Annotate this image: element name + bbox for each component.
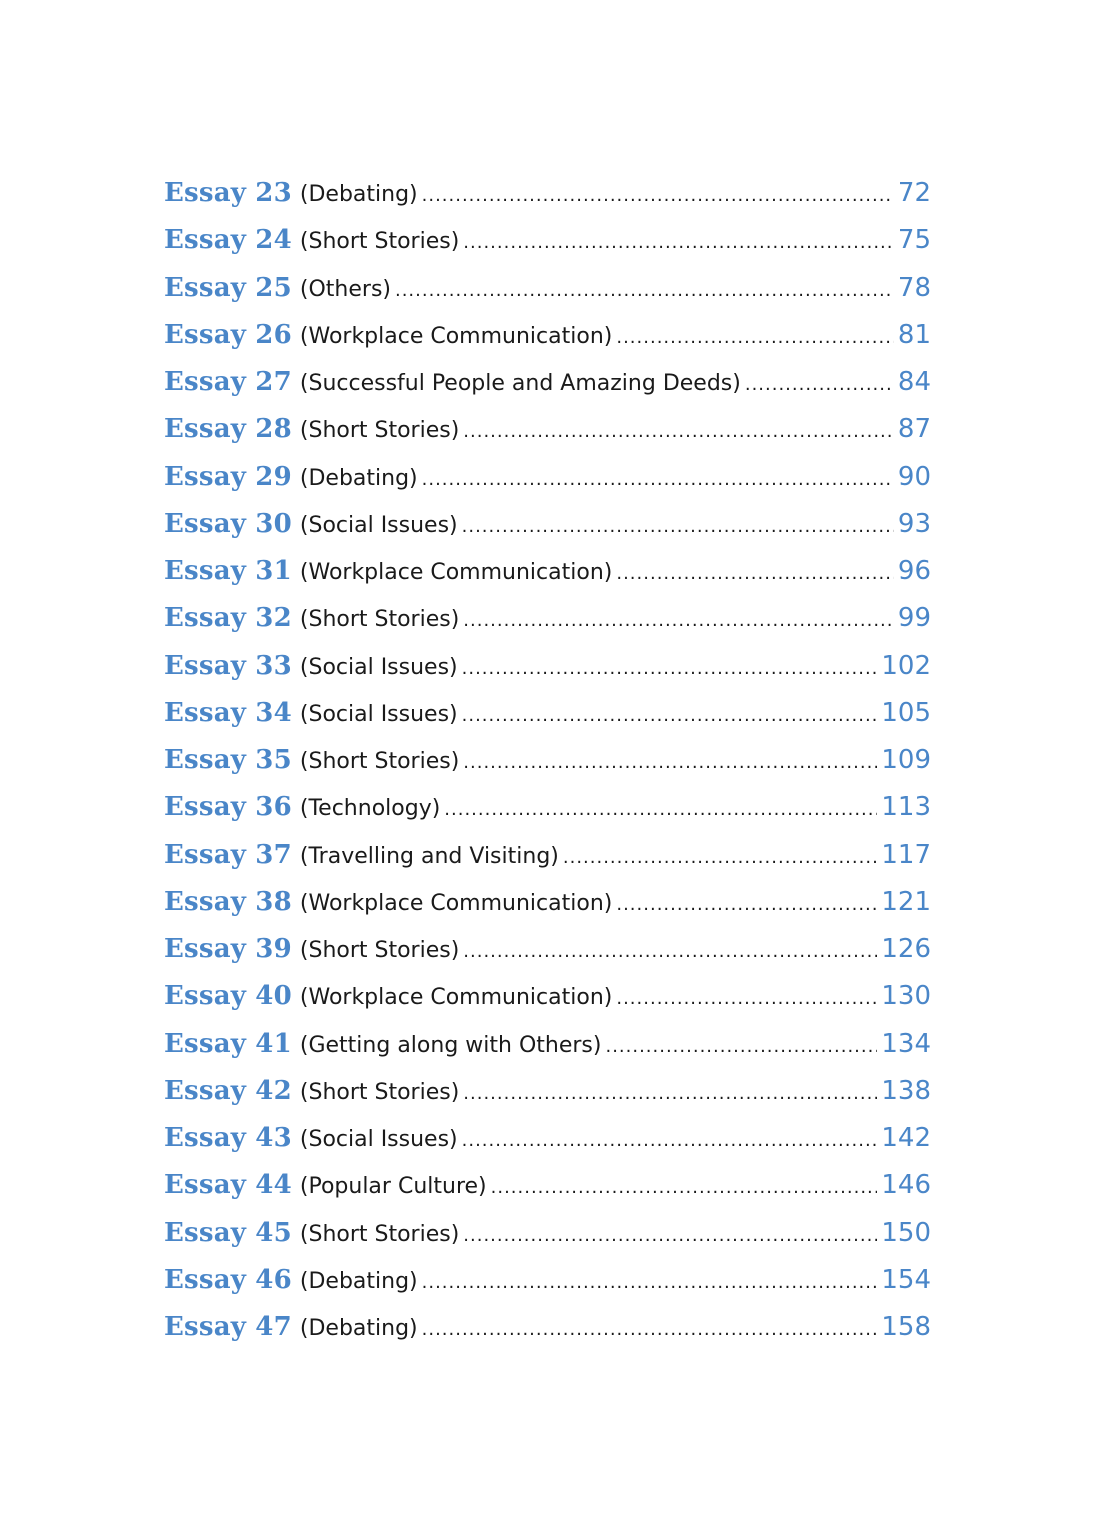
- essay-topic: (Social Issues): [299, 512, 458, 538]
- essay-topic: (Others): [299, 276, 391, 302]
- essay-topic: (Popular Culture): [299, 1174, 487, 1200]
- essay-topic: (Short Stories): [299, 607, 460, 633]
- toc-entry[interactable]: [164, 1210, 931, 1257]
- dot-leader: [616, 550, 894, 597]
- dot-leader: [422, 172, 894, 219]
- dot-leader: [616, 314, 894, 361]
- toc-entry-list: [164, 170, 931, 1351]
- toc-entry[interactable]: [164, 501, 931, 548]
- toc-entry[interactable]: [164, 926, 931, 973]
- essay-label: Essay 34: [164, 697, 292, 728]
- toc-entry[interactable]: [164, 737, 931, 784]
- toc-entry[interactable]: [164, 1162, 931, 1209]
- essay-topic: (Debating): [299, 465, 418, 491]
- toc-entry[interactable]: [164, 406, 931, 453]
- dot-leader: [463, 597, 894, 644]
- dot-leader: [463, 219, 894, 266]
- dot-leader: [616, 881, 877, 928]
- essay-topic: (Workplace Communication): [299, 890, 613, 916]
- essay-label: Essay 39: [164, 934, 292, 964]
- essay-topic: (Successful People and Amazing Deeds): [299, 371, 741, 396]
- dot-leader: [463, 408, 894, 455]
- page-number: 150: [881, 1217, 931, 1248]
- dot-leader: [616, 975, 877, 1022]
- toc-entry[interactable]: [164, 1304, 931, 1351]
- essay-label: Essay 32: [164, 603, 292, 634]
- essay-topic: (Workplace Communication): [299, 323, 613, 349]
- page-number: 75: [897, 225, 931, 256]
- toc-entry[interactable]: [164, 548, 931, 595]
- dot-leader: [462, 645, 878, 692]
- page-number: 117: [881, 839, 931, 870]
- page-number: 105: [881, 697, 931, 728]
- toc-entry[interactable]: [164, 595, 931, 642]
- dot-leader: [462, 503, 894, 550]
- page-number: 96: [897, 556, 931, 586]
- table-of-contents: [164, 170, 931, 1351]
- essay-topic: (Debating): [299, 182, 418, 207]
- essay-label: Essay 43: [164, 1123, 292, 1153]
- essay-label: Essay 41: [164, 1028, 292, 1059]
- toc-entry[interactable]: [164, 265, 931, 312]
- toc-entry[interactable]: [164, 312, 931, 359]
- dot-leader: [463, 1212, 877, 1259]
- essay-topic: (Social Issues): [299, 1127, 458, 1152]
- page-number: 113: [881, 792, 931, 823]
- essay-label: Essay 37: [164, 839, 292, 870]
- essay-topic: (Short Stories): [299, 749, 460, 774]
- page-number: 146: [881, 1170, 931, 1201]
- toc-entry[interactable]: [164, 1021, 931, 1068]
- essay-topic: (Technology): [299, 796, 441, 822]
- page-number: 81: [897, 319, 931, 350]
- essay-topic: (Short Stories): [299, 229, 460, 255]
- essay-label: Essay 25: [164, 272, 292, 303]
- dot-leader: [463, 739, 877, 786]
- essay-label: Essay 40: [164, 981, 292, 1012]
- page-number: 158: [881, 1312, 931, 1342]
- toc-entry[interactable]: [164, 1068, 931, 1115]
- page-number: 102: [881, 650, 931, 681]
- dot-leader: [462, 1117, 878, 1164]
- page-number: 93: [897, 508, 931, 539]
- toc-entry[interactable]: [164, 973, 931, 1020]
- toc-entry[interactable]: [164, 1115, 931, 1162]
- dot-leader: [463, 928, 877, 975]
- essay-topic: (Getting along with Others): [299, 1032, 602, 1058]
- essay-label: Essay 30: [164, 508, 292, 539]
- essay-topic: (Short Stories): [299, 1221, 460, 1247]
- dot-leader: [444, 786, 877, 833]
- page-number: 126: [881, 934, 931, 964]
- essay-topic: (Travelling and Visiting): [299, 843, 559, 869]
- toc-entry[interactable]: [164, 170, 931, 217]
- essay-label: Essay 28: [164, 414, 292, 445]
- essay-label: Essay 27: [164, 367, 292, 397]
- page-number: 134: [881, 1028, 931, 1059]
- page-number: 99: [897, 603, 931, 634]
- essay-label: Essay 31: [164, 556, 292, 586]
- toc-entry[interactable]: [164, 217, 931, 264]
- dot-leader: [605, 1023, 877, 1070]
- essay-label: Essay 26: [164, 319, 292, 350]
- toc-entry[interactable]: [164, 454, 931, 501]
- essay-label: Essay 44: [164, 1170, 292, 1201]
- dot-leader: [463, 1070, 877, 1117]
- essay-topic: (Social Issues): [299, 654, 458, 680]
- page-number: 142: [881, 1123, 931, 1153]
- essay-topic: (Debating): [299, 1268, 418, 1294]
- essay-topic: (Workplace Communication): [299, 560, 613, 585]
- page-number: 130: [881, 981, 931, 1012]
- dot-leader: [491, 1164, 878, 1211]
- page-number: 138: [881, 1075, 931, 1106]
- dot-leader: [745, 361, 894, 408]
- toc-entry[interactable]: [164, 690, 931, 737]
- page-number: 121: [881, 886, 931, 917]
- toc-entry[interactable]: [164, 359, 931, 406]
- essay-topic: (Short Stories): [299, 418, 460, 444]
- essay-label: Essay 33: [164, 650, 292, 681]
- essay-label: Essay 38: [164, 886, 292, 917]
- essay-topic: (Social Issues): [299, 701, 458, 727]
- page-number: 154: [881, 1264, 931, 1295]
- dot-leader: [422, 456, 894, 503]
- essay-label: Essay 35: [164, 745, 292, 775]
- page-number: 90: [897, 461, 931, 492]
- toc-entry[interactable]: [164, 784, 931, 831]
- toc-entry[interactable]: [164, 879, 931, 926]
- essay-label: Essay 46: [164, 1264, 292, 1295]
- essay-label: Essay 45: [164, 1217, 292, 1248]
- essay-label: Essay 29: [164, 461, 292, 492]
- toc-entry[interactable]: [164, 1257, 931, 1304]
- essay-label: Essay 42: [164, 1075, 292, 1106]
- dot-leader: [422, 1306, 878, 1353]
- essay-topic: (Workplace Communication): [299, 985, 613, 1011]
- toc-entry[interactable]: [164, 643, 931, 690]
- essay-topic: (Short Stories): [299, 1079, 460, 1105]
- essay-label: Essay 23: [164, 178, 292, 208]
- essay-label: Essay 24: [164, 225, 292, 256]
- page-number: 84: [897, 367, 931, 397]
- essay-label: Essay 47: [164, 1312, 292, 1342]
- page-number: 87: [897, 414, 931, 445]
- page-number: 72: [897, 178, 931, 208]
- dot-leader: [395, 267, 894, 314]
- essay-topic: (Short Stories): [299, 938, 460, 963]
- dot-leader: [462, 692, 878, 739]
- dot-leader: [422, 1259, 878, 1306]
- toc-entry[interactable]: [164, 832, 931, 879]
- dot-leader: [563, 834, 877, 881]
- page-number: 109: [881, 745, 931, 775]
- page-number: 78: [897, 272, 931, 303]
- essay-topic: (Debating): [299, 1316, 418, 1341]
- essay-label: Essay 36: [164, 792, 292, 823]
